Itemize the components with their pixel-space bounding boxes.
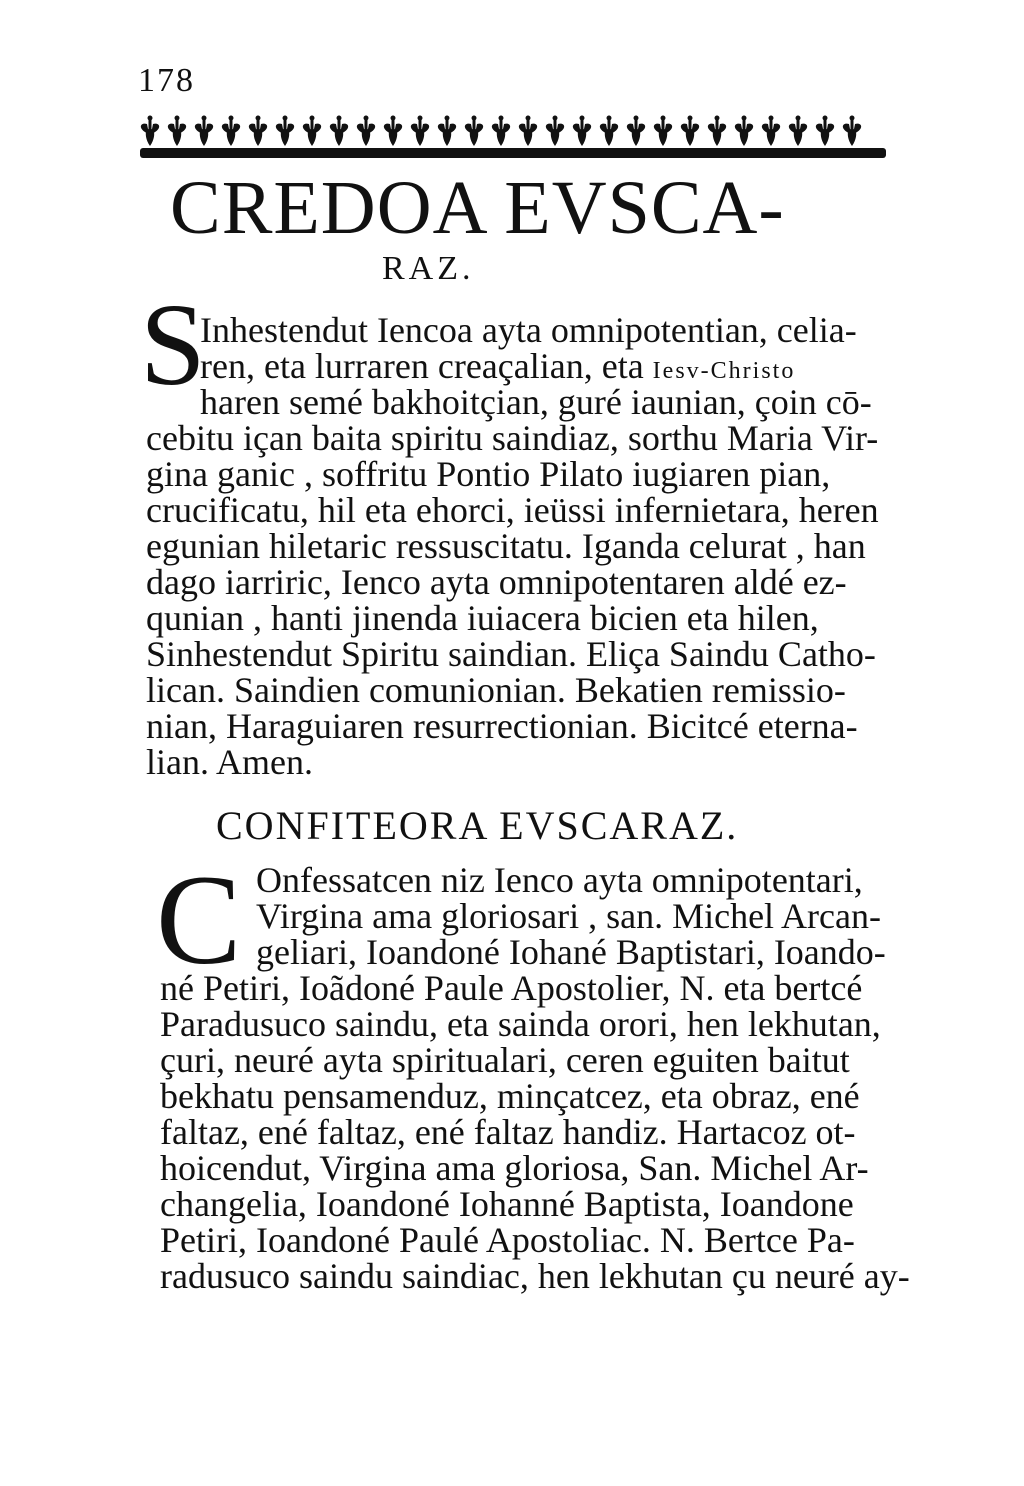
fleuron-dot bbox=[364, 116, 369, 121]
fleuron-leaf bbox=[853, 124, 861, 134]
fleuron-leaf bbox=[286, 124, 294, 134]
fleuron-leaf bbox=[330, 124, 338, 134]
fleuron-stem bbox=[689, 118, 692, 144]
fleuron-stem bbox=[419, 118, 422, 144]
fleuron-dot bbox=[283, 116, 288, 121]
fleuron-dot bbox=[850, 116, 855, 121]
drop-cap-c: C bbox=[156, 849, 242, 991]
fleuron-stem bbox=[149, 118, 152, 144]
fleuron-dot bbox=[661, 116, 666, 121]
credo-line: Sinhestendut Spiritu saindian. Eliça Saindu Catho- bbox=[146, 634, 876, 674]
fleuron-leaf bbox=[627, 124, 635, 134]
credo-heading-continued: RAZ. bbox=[382, 250, 475, 287]
fleuron-dot bbox=[148, 116, 153, 121]
fleuron-leaf bbox=[610, 124, 618, 134]
fleuron-leaf bbox=[249, 124, 257, 134]
fleuron-dot bbox=[796, 116, 801, 121]
confiteor-line: bekhatu pensamenduz, minçatcez, eta obraz, ené bbox=[160, 1076, 860, 1116]
fleuron-leaf bbox=[222, 124, 230, 134]
fleuron-leaf bbox=[762, 124, 770, 134]
fleuron-leaf bbox=[411, 124, 419, 134]
fleuron-leaf bbox=[313, 124, 321, 134]
fleuron-stem bbox=[284, 118, 287, 144]
fleuron-leaf bbox=[529, 124, 537, 134]
fleuron-stem bbox=[581, 118, 584, 144]
fleuron-leaf bbox=[826, 124, 834, 134]
fleuron-dot bbox=[391, 116, 396, 121]
fleuron-dot bbox=[823, 116, 828, 121]
fleuron-leaf bbox=[340, 124, 348, 134]
fleuron-stem bbox=[392, 118, 395, 144]
confiteor-line: Paradusuco saindu, eta sainda orori, hen lekhutan, bbox=[160, 1004, 881, 1044]
confiteor-line: geliari, Ioandoné Iohané Baptistari, Ioando- bbox=[256, 932, 886, 972]
fleuron-stem bbox=[473, 118, 476, 144]
fleuron-leaf bbox=[151, 124, 159, 134]
fleuron-leaf bbox=[475, 124, 483, 134]
fleuron-leaf bbox=[708, 124, 716, 134]
fleuron-stem bbox=[608, 118, 611, 144]
fleuron-leaf bbox=[232, 124, 240, 134]
fleuron-leaf bbox=[637, 124, 645, 134]
fleuron-stem bbox=[446, 118, 449, 144]
fleuron-leaf bbox=[718, 124, 726, 134]
fleuron-dot bbox=[526, 116, 531, 121]
fleuron-dot bbox=[418, 116, 423, 121]
fleuron-leaf bbox=[178, 124, 186, 134]
fleuron-leaf bbox=[843, 124, 851, 134]
fleuron-stem bbox=[338, 118, 341, 144]
fleuron-leaf bbox=[799, 124, 807, 134]
fleuron-leaf bbox=[168, 124, 176, 134]
credo-line: qunian , hanti jinenda iuiacera bicien eta hilen, bbox=[146, 598, 819, 638]
confiteor-line: Virgina ama gloriosari , san. Michel Arcan- bbox=[256, 896, 881, 936]
credo-line: lican. Saindien comunionian. Bekatien remissio- bbox=[146, 670, 846, 710]
fleuron-leaf bbox=[195, 124, 203, 134]
fleuron-leaf bbox=[205, 124, 213, 134]
fleuron-stem bbox=[635, 118, 638, 144]
fleuron-leaf bbox=[691, 124, 699, 134]
credo-line: egunian hiletaric ressuscitatu. Iganda celurat , han bbox=[146, 526, 866, 566]
credo-line: haren semé bakhoitçian, guré iaunian, çoin cō- bbox=[200, 382, 872, 422]
confiteor-line: Petiri, Ioandoné Paulé Apostoliac. N. Bertce Pa- bbox=[160, 1220, 855, 1260]
fleuron-leaf bbox=[573, 124, 581, 134]
credo-heading: CREDOA EVSCA- bbox=[170, 166, 785, 250]
fleuron-leaf bbox=[816, 124, 824, 134]
fleuron-dot bbox=[472, 116, 477, 121]
drop-cap-s: S bbox=[140, 279, 206, 410]
confiteor-line: Onfessatcen niz Ienco ayta omnipotentari, bbox=[256, 860, 863, 900]
fleuron-stem bbox=[500, 118, 503, 144]
confiteor-line: çuri, neuré ayta spiritualari, ceren eguiten baitut bbox=[160, 1040, 850, 1080]
fleuron-dot bbox=[499, 116, 504, 121]
fleuron-leaf bbox=[519, 124, 527, 134]
fleuron-leaf bbox=[421, 124, 429, 134]
credo-line: crucificatu, hil eta ehorci, ieüssi infernietara, heren bbox=[146, 490, 879, 530]
fleuron-dot bbox=[175, 116, 180, 121]
fleuron-dot bbox=[229, 116, 234, 121]
fleuron-stem bbox=[743, 118, 746, 144]
fleuron-stem bbox=[662, 118, 665, 144]
credo-line: dago iarriric, Ienco ayta omnipotentaren aldé ez- bbox=[146, 562, 847, 602]
fleuron-dot bbox=[607, 116, 612, 121]
fleuron-stem bbox=[311, 118, 314, 144]
ornament-band bbox=[140, 106, 886, 164]
fleuron-dot bbox=[256, 116, 261, 121]
fleuron-leaf bbox=[654, 124, 662, 134]
fleuron-leaf bbox=[259, 124, 267, 134]
fleuron-leaf bbox=[438, 124, 446, 134]
fleuron-leaf bbox=[502, 124, 510, 134]
fleuron-leaf bbox=[465, 124, 473, 134]
fleuron-stem bbox=[365, 118, 368, 144]
fleuron-dot bbox=[310, 116, 315, 121]
fleuron-dot bbox=[634, 116, 639, 121]
fleuron-leaf bbox=[367, 124, 375, 134]
credo-line: Inhestendut Iencoa ayta omnipotentian, celia- bbox=[200, 310, 857, 350]
fleuron-stem bbox=[851, 118, 854, 144]
fleuron-dot bbox=[769, 116, 774, 121]
fleuron-dot bbox=[580, 116, 585, 121]
fleuron-dot bbox=[445, 116, 450, 121]
fleuron-leaf bbox=[735, 124, 743, 134]
fleuron-leaf bbox=[664, 124, 672, 134]
fleuron-dot bbox=[553, 116, 558, 121]
confiteor-line: changelia, Ioandoné Iohanné Baptista, Ioandone bbox=[160, 1184, 854, 1224]
fleuron-stem bbox=[554, 118, 557, 144]
fleuron-dot bbox=[715, 116, 720, 121]
credo-line: gina ganic , soffritu Pontio Pilato iugiaren pian, bbox=[146, 454, 831, 494]
fleuron-dot bbox=[337, 116, 342, 121]
fleuron-leaf bbox=[681, 124, 689, 134]
fleuron-stem bbox=[770, 118, 773, 144]
credo-line: nian, Haraguiaren resurrectionian. Bicitcé eterna- bbox=[146, 706, 858, 746]
fleuron-stem bbox=[797, 118, 800, 144]
credo-line: cebitu içan baita spiritu saindiaz, sorthu Maria Vir- bbox=[146, 418, 879, 458]
confiteor-line: radusuco saindu saindiac, hen lekhutan çu neuré ay- bbox=[160, 1256, 910, 1296]
fleuron-leaf bbox=[772, 124, 780, 134]
fleuron-leaf bbox=[276, 124, 284, 134]
fleuron-leaf bbox=[303, 124, 311, 134]
fleuron-stem bbox=[203, 118, 206, 144]
fleuron-dot bbox=[688, 116, 693, 121]
credo-line: ren, eta lurraren creaçalian, eta Iesv-Christo bbox=[200, 346, 796, 386]
fleuron-leaf bbox=[394, 124, 402, 134]
page-number: 178 bbox=[138, 62, 195, 99]
fleuron-leaf bbox=[583, 124, 591, 134]
fleuron-stem bbox=[230, 118, 233, 144]
fleuron-leaf bbox=[789, 124, 797, 134]
fleuron-leaf bbox=[141, 124, 149, 134]
confiteor-heading: CONFITEORA EVSCARAZ. bbox=[216, 803, 739, 848]
confiteor-line: faltaz, ené faltaz, ené faltaz handiz. Hartacoz ot- bbox=[160, 1112, 856, 1152]
fleuron-stem bbox=[824, 118, 827, 144]
fleuron-dot bbox=[202, 116, 207, 121]
confiteor-line: hoicendut, Virgina ama gloriosa, San. Michel Ar- bbox=[160, 1148, 869, 1188]
fleuron-leaf bbox=[384, 124, 392, 134]
fleuron-leaf bbox=[492, 124, 500, 134]
fleuron-stem bbox=[257, 118, 260, 144]
fleuron-stem bbox=[176, 118, 179, 144]
fleuron-stem bbox=[716, 118, 719, 144]
fleuron-leaf bbox=[546, 124, 554, 134]
fleuron-stem bbox=[527, 118, 530, 144]
fleuron-dot bbox=[742, 116, 747, 121]
confiteor-line: né Petiri, Ioãdoné Paule Apostolier, N. eta bertcé bbox=[160, 968, 863, 1008]
fleuron-leaf bbox=[556, 124, 564, 134]
fleuron-leaf bbox=[745, 124, 753, 134]
fleuron-leaf bbox=[357, 124, 365, 134]
fleuron-leaf bbox=[600, 124, 608, 134]
fleuron-leaf bbox=[448, 124, 456, 134]
credo-line: lian. Amen. bbox=[146, 742, 313, 782]
